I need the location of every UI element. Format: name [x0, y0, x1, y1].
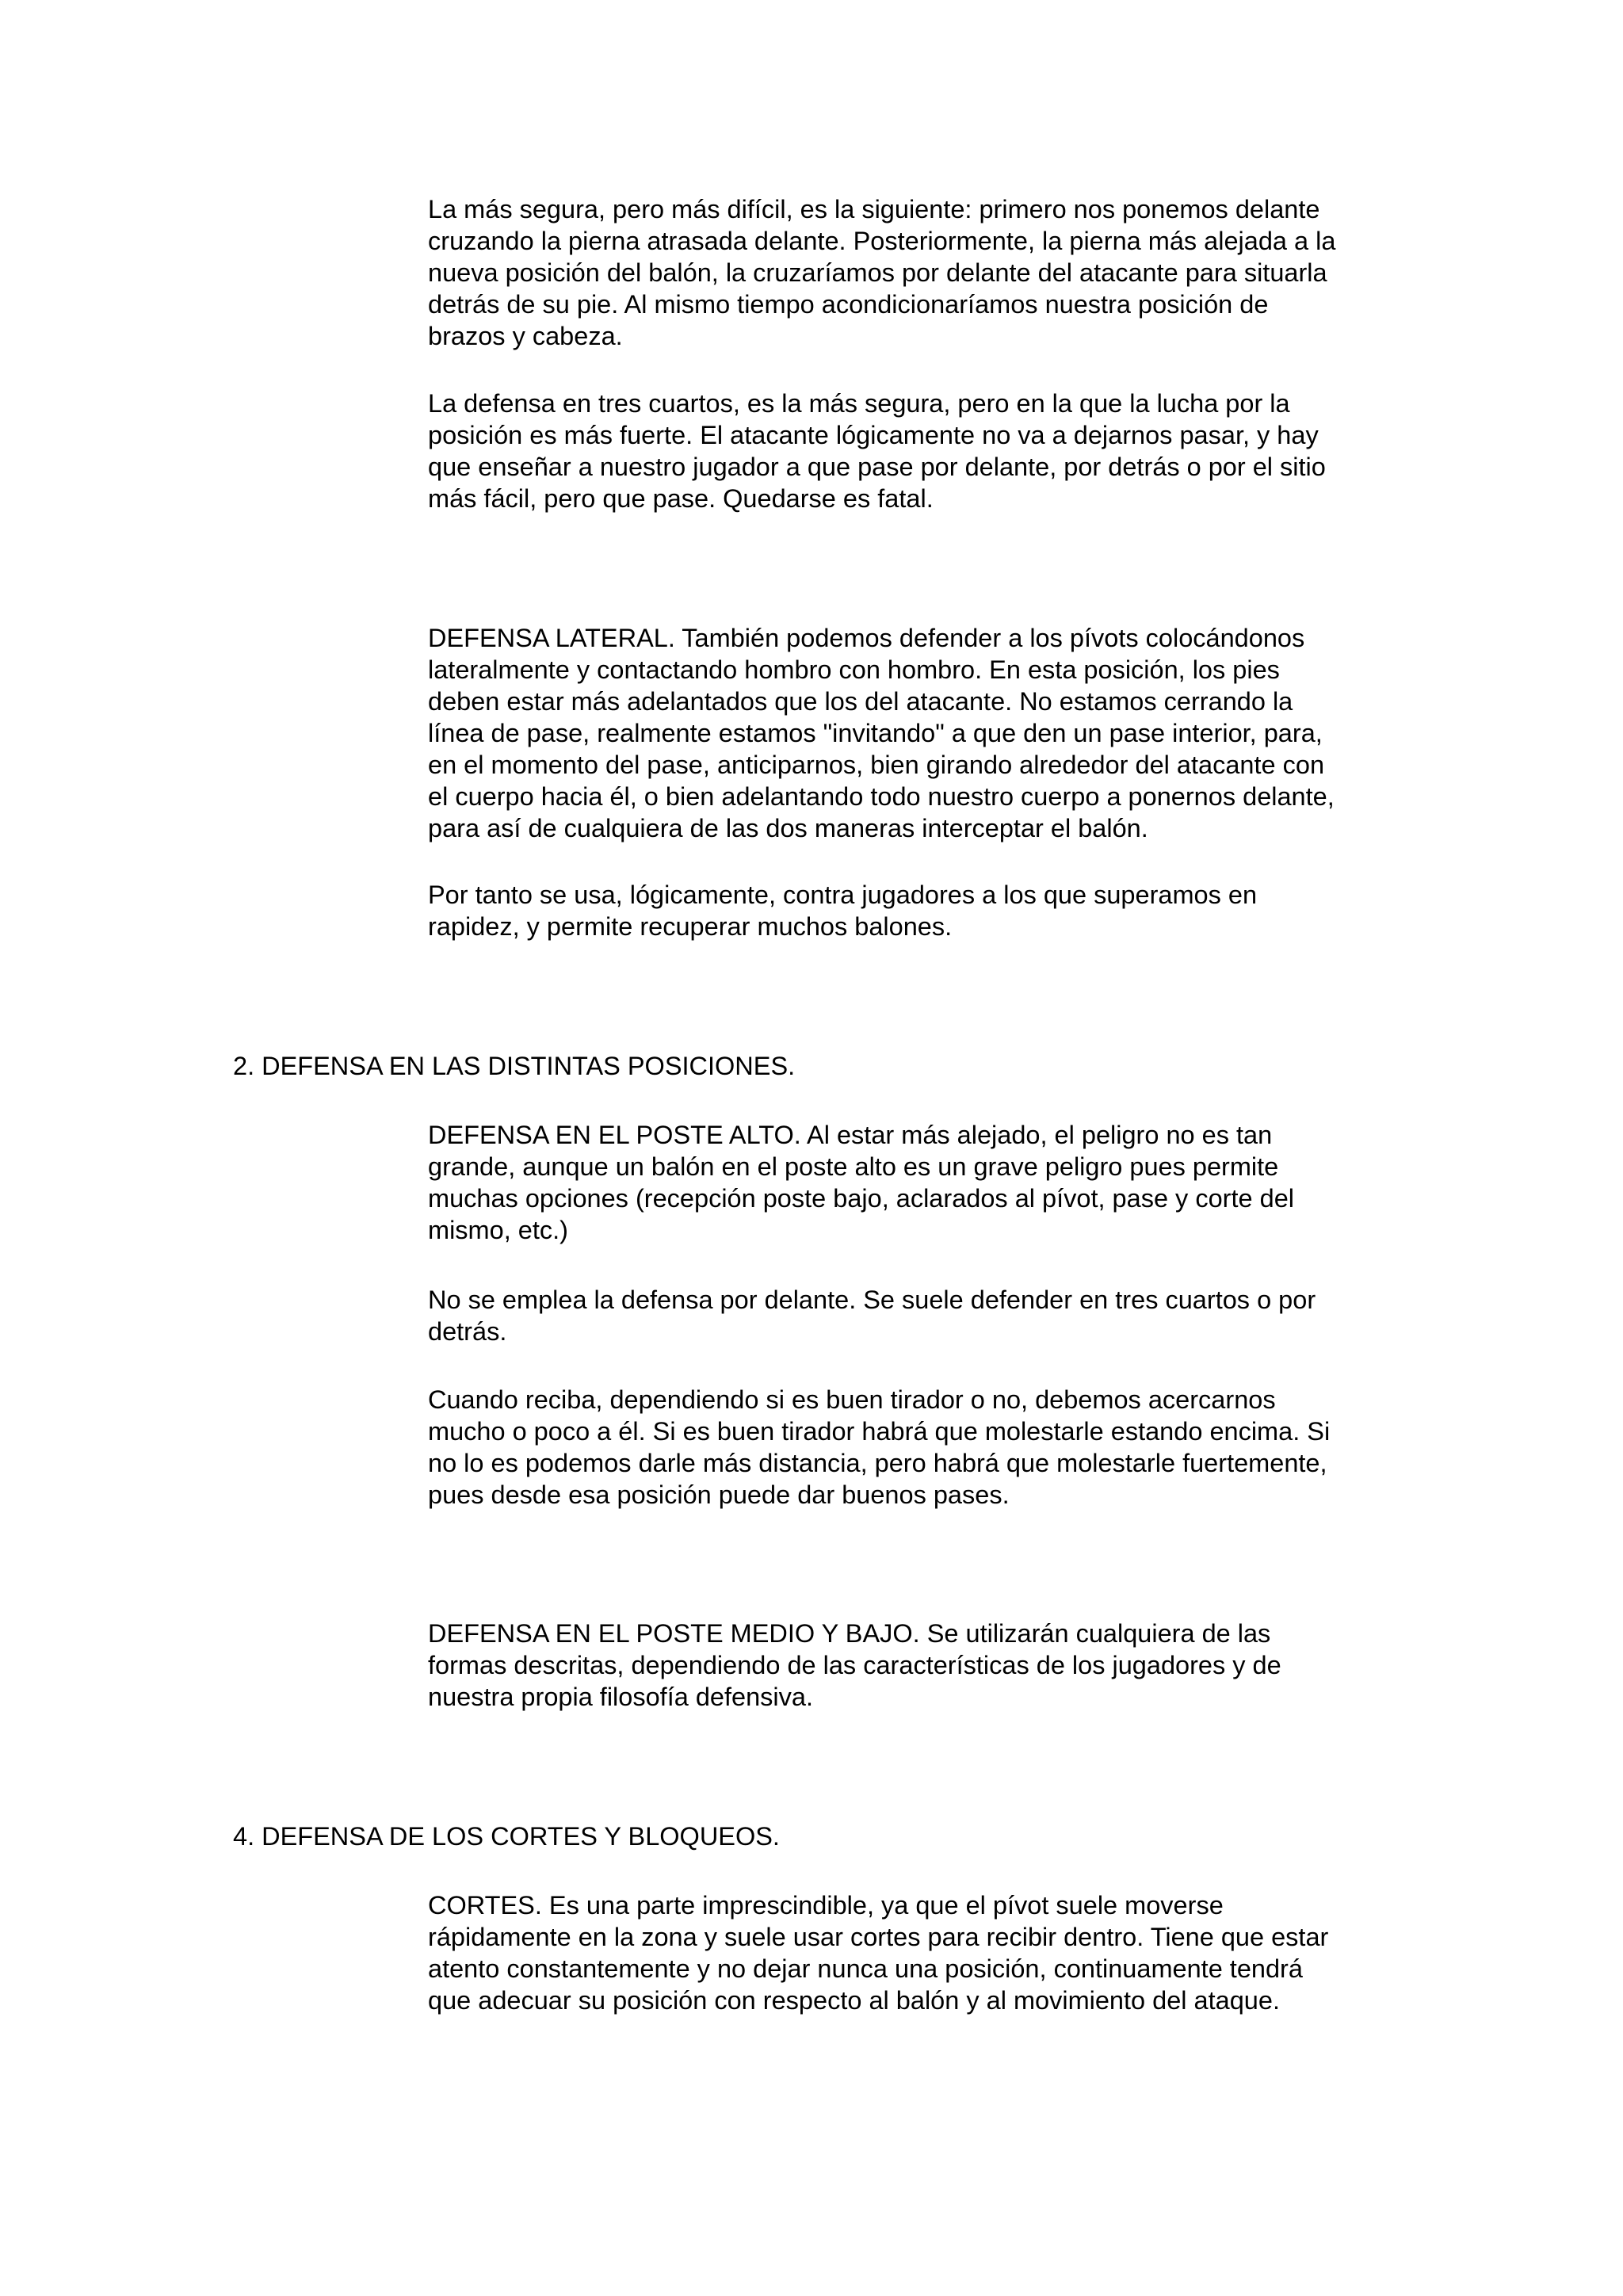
text-line: DEFENSA EN EL POSTE MEDIO Y BAJO. Se utilizarán cualquiera de las — [428, 1619, 1271, 1648]
text-line: posición es más fuerte. El atacante lógicamente no va a dejarnos pasar, y hay — [428, 421, 1319, 449]
text-line: no lo es podemos darle más distancia, pero habrá que molestarle fuertemente, — [428, 1449, 1327, 1477]
text-line: detrás. — [428, 1317, 507, 1346]
text-line: brazos y cabeza. — [428, 322, 623, 350]
text-line: en el momento del pase, anticiparnos, bien girando alrededor del atacante con — [428, 751, 1325, 779]
text-line: nueva posición del balón, la cruzaríamos por delante del atacante para situarla — [428, 258, 1327, 287]
text-line: DEFENSA LATERAL. También podemos defender a los pívots colocándonos — [428, 624, 1305, 652]
text-line: nuestra propia filosofía defensiva. — [428, 1683, 813, 1711]
section-heading-positions: 2. DEFENSA EN LAS DISTINTAS POSICIONES. — [233, 1052, 796, 1080]
text-line: detrás de su pie. Al mismo tiempo acondicionaríamos nuestra posición de — [428, 290, 1269, 319]
paragraph-lateral-usage — [428, 879, 1403, 942]
paragraph-cuts — [428, 1889, 1403, 2016]
text-line: que enseñar a nuestro jugador a que pase por delante, por detrás o por el sitio — [428, 453, 1326, 481]
text-line: La más segura, pero más difícil, es la siguiente: primero nos ponemos delante — [428, 195, 1320, 223]
text-line: para así de cualquiera de las dos maneras interceptar el balón. — [428, 814, 1148, 842]
paragraph-three-quarter-defense — [428, 388, 1403, 514]
text-line: línea de pase, realmente estamos "invitando" a que den un pase interior, para, — [428, 719, 1323, 747]
text-line: DEFENSA EN EL POSTE ALTO. Al estar más alejado, el peligro no es tan — [428, 1121, 1273, 1149]
text-line: que adecuar su posición con respecto al balón y al movimiento del ataque. — [428, 1986, 1280, 2015]
text-line: atento constantemente y no dejar nunca una posición, continuamente tendrá — [428, 1954, 1303, 1983]
paragraph-high-post-defense — [428, 1119, 1403, 1246]
text-line: muchas opciones (recepción poste bajo, aclarados al pívot, pase y corte del — [428, 1184, 1294, 1213]
text-line: pues desde esa posición puede dar buenos pases. — [428, 1480, 1010, 1509]
text-line: deben estar más adelantados que los del atacante. No estamos cerrando la — [428, 687, 1293, 716]
text-line: Cuando reciba, dependiendo si es buen tirador o no, debemos acercarnos — [428, 1385, 1276, 1414]
paragraph-front-defense-crossing — [428, 193, 1403, 352]
text-line: lateralmente y contactando hombro con hombro. En esta posición, los pies — [428, 655, 1280, 684]
text-line: rapidez, y permite recuperar muchos balones. — [428, 912, 953, 941]
text-line: mucho o poco a él. Si es buen tirador habrá que molestarle estando encima. Si — [428, 1417, 1331, 1446]
text-line: rápidamente en la zona y suele usar cortes para recibir dentro. Tiene que estar — [428, 1923, 1329, 1951]
text-line: el cuerpo hacia él, o bien adelantando todo nuestro cuerpo a ponernos delante, — [428, 782, 1335, 811]
text-line: grande, aunque un balón en el poste alto es un grave peligro pues permite — [428, 1152, 1279, 1181]
text-line: más fácil, pero que pase. Quedarse es fatal. — [428, 484, 934, 513]
text-line: Por tanto se usa, lógicamente, contra jugadores a los que superamos en — [428, 881, 1258, 909]
section-heading-cuts-screens: 4. DEFENSA DE LOS CORTES Y BLOQUEOS. — [233, 1822, 780, 1851]
paragraph-shooter-distance — [428, 1384, 1403, 1511]
paragraph-no-front-defense — [428, 1284, 1403, 1347]
paragraph-medium-low-post — [428, 1618, 1403, 1713]
text-line: La defensa en tres cuartos, es la más segura, pero en la que la lucha por la — [428, 389, 1290, 418]
text-line: CORTES. Es una parte imprescindible, ya que el pívot suele moverse — [428, 1891, 1224, 1920]
paragraph-lateral-defense — [428, 622, 1403, 844]
text-line: formas descritas, dependiendo de las características de los jugadores y de — [428, 1651, 1281, 1679]
text-line: cruzando la pierna atrasada delante. Posteriormente, la pierna más alejada a la — [428, 227, 1336, 255]
text-line: mismo, etc.) — [428, 1216, 568, 1244]
text-line: No se emplea la defensa por delante. Se suele defender en tres cuartos o por — [428, 1286, 1316, 1314]
